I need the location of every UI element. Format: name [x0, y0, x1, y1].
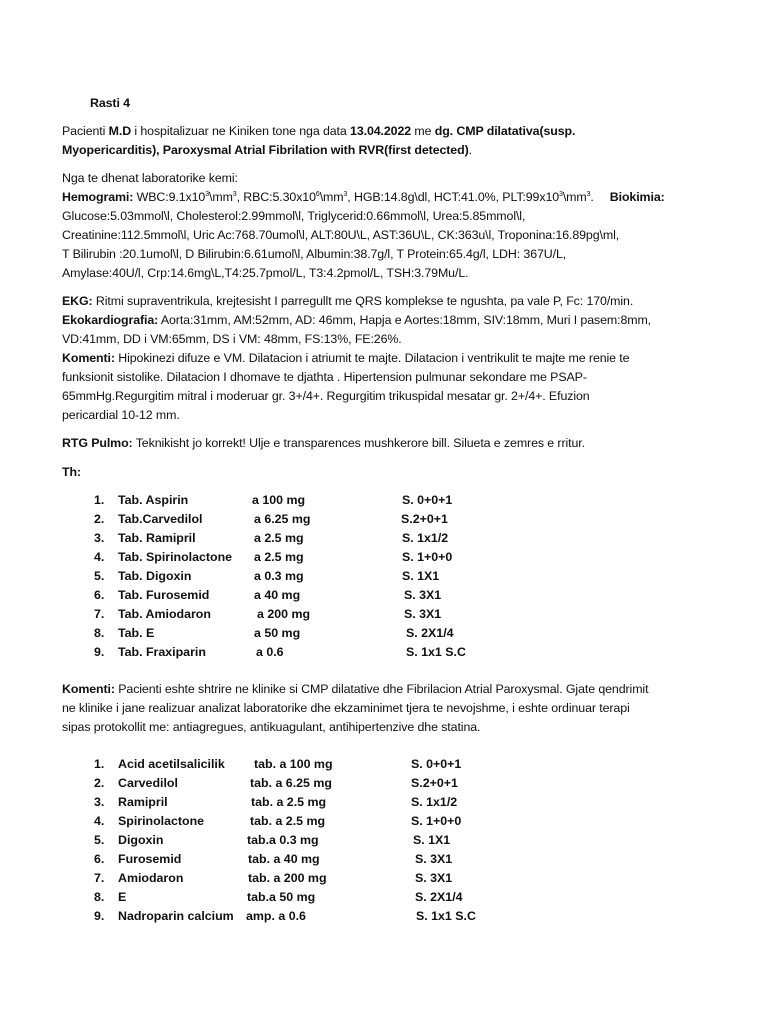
case-title: Rasti 4 [90, 96, 130, 110]
medication-signa: S. 3X1 [415, 852, 453, 866]
medication-number: 2. [94, 512, 105, 526]
superscript: 6 [315, 190, 320, 198]
hemogram-value: \mm [209, 190, 233, 204]
medication-name: Tab. Spirinolactone [118, 550, 233, 564]
medication-dose: a 6.25 mg [254, 512, 311, 526]
medication-signa: S. 2X1/4 [406, 626, 454, 640]
medication-dose: tab. a 40 mg [248, 852, 320, 866]
ekg-label: EKG: [62, 294, 93, 308]
comment-line-4: pericardial 10-12 mm. [62, 408, 180, 422]
medication-name: Acid acetilsalicilik [118, 757, 225, 771]
medication-number: 8. [94, 626, 105, 640]
medication-dose: a 100 mg [252, 493, 306, 507]
therapy-label: Th: [62, 465, 81, 479]
superscript: 3 [205, 190, 209, 198]
medication-name: Tab. Ramipril [118, 531, 196, 545]
summary-comment-line-2: ne klinike i jane realizuar analizat laboratorike dhe ekzaminimet tjera te nevojshme, i eshte ordinuar terapi [62, 701, 630, 715]
medication-number: 1. [94, 493, 105, 507]
superscript: 3 [232, 190, 237, 198]
ekg-text: Ritmi supraventrikula, krejtesisht I parregullt me QRS komplekse te ngushta, pa vale P, Fc: 170/min. [92, 294, 634, 308]
medication-number: 4. [94, 550, 105, 564]
medication-number: 5. [94, 833, 105, 847]
medication-name: E [118, 890, 127, 904]
medication-number: 3. [94, 795, 105, 809]
superscript: 3 [559, 190, 563, 198]
medication-signa: S. 0+0+1 [402, 493, 453, 507]
medication-number: 1. [94, 757, 105, 771]
medication-name: Amiodaron [118, 871, 184, 885]
medication-name: Digoxin [118, 833, 164, 847]
echo-line-2: VD:41mm, DD i VM:65mm, DS i VM: 48mm, FS:13%, FE:26%. [62, 332, 402, 346]
hemogram-value: \mm [319, 190, 344, 204]
medication-name: Tab. Amiodaron [118, 607, 211, 621]
medication-dose: a 50 mg [254, 626, 301, 640]
medication-signa: S. 1+0+0 [402, 550, 453, 564]
medication-name: Tab. Fraxiparin [118, 645, 206, 659]
medication-dose: tab. a 6.25 mg [250, 776, 332, 790]
comment-label: Komenti: [62, 351, 115, 365]
medication-name: Spirinolactone [118, 814, 205, 828]
diagnosis: dg. CMP dilatativa(susp. [434, 124, 576, 138]
medication-number: 9. [94, 909, 105, 923]
hemogram-line [62, 188, 665, 206]
medication-signa: S. 1x1 S.C [406, 645, 466, 659]
biochemistry-label: Biokimia: [609, 190, 665, 204]
medication-signa: S. 3X1 [404, 588, 442, 602]
medication-number: 4. [94, 814, 105, 828]
medication-number: 6. [94, 852, 105, 866]
intro-text: . [468, 143, 472, 157]
medication-dose: tab. a 100 mg [254, 757, 333, 771]
medication-name: Tab. Aspirin [118, 493, 189, 507]
medication-name: Tab.Carvedilol [118, 512, 203, 526]
medication-dose: tab. a 2.5 mg [251, 795, 327, 809]
medication-signa: S.2+0+1 [401, 512, 448, 526]
comment-line-3: 65mmHg.Regurgitim mitral i moderuar gr. 3+/4+. Regurgitim trikuspidal mesatar gr. 2+/4+. Efuzion [62, 389, 590, 403]
medication-dose: tab. a 2.5 mg [250, 814, 326, 828]
medication-signa: S. 1X1 [413, 833, 451, 847]
intro-line-2 [62, 141, 472, 159]
medication-number: 2. [94, 776, 105, 790]
medication-name: Tab. Furosemid [118, 588, 210, 602]
hemogram-value: , RBC:5.30x10 [236, 190, 316, 204]
superscript: 3 [586, 190, 591, 198]
biochemistry-line-4: Amylase:40U/l, Crp:14.6mg\L,T4:25.7pmol/L, T3:4.2pmol/L, TSH:3.79Mu/L. [62, 266, 469, 280]
rtg-line [62, 434, 585, 452]
summary-comment-line-3: sipas protokollit me: antiagregues, antikuagulant, antihipertenzive dhe statina. [62, 720, 481, 734]
ekg-line [62, 292, 633, 310]
medication-dose: a 0.3 mg [254, 569, 304, 583]
echo-line-1 [62, 311, 651, 329]
echo-text: Aorta:31mm, AM:52mm, AD: 46mm, Hapja e Aortes:18mm, SIV:18mm, Muri I pasem:8mm, [158, 313, 652, 327]
echo-label: Ekokardiografia: [62, 313, 159, 327]
medication-name: Tab. E [118, 626, 155, 640]
rtg-label: RTG Pulmo: [62, 436, 133, 450]
medication-signa: S. 1x1/2 [402, 531, 449, 545]
medication-signa: S. 0+0+1 [411, 757, 462, 771]
medication-name: Nadroparin calcium [118, 909, 234, 923]
rtg-text: Teknikisht jo korrekt! Ulje e transparences mushkerore bill. Silueta e zemres e rritur. [132, 436, 585, 450]
medication-dose: amp. a 0.6 [246, 909, 306, 923]
medication-number: 7. [94, 871, 105, 885]
superscript: 3 [343, 190, 348, 198]
medication-signa: S. 2X1/4 [415, 890, 463, 904]
comment-line-1 [62, 349, 629, 367]
admission-date: 13.04.2022 [350, 124, 412, 138]
hemogram-value: WBC:9.1x10 [133, 190, 206, 204]
hemogram-value: . [590, 190, 594, 204]
medication-name: Furosemid [118, 852, 182, 866]
medication-name: Carvedilol [118, 776, 178, 790]
medication-signa: S. 1x1 S.C [416, 909, 476, 923]
patient-initials: M.D [108, 124, 132, 138]
intro-line-1 [62, 122, 575, 140]
medication-number: 6. [94, 588, 105, 602]
summary-comment-label: Komenti: [62, 682, 115, 696]
medication-name: Tab. Digoxin [118, 569, 192, 583]
intro-text: Pacienti [62, 124, 109, 138]
medication-dose: tab.a 0.3 mg [247, 833, 319, 847]
medication-signa: S. 1x1/2 [411, 795, 458, 809]
medication-signa: S. 1+0+0 [411, 814, 462, 828]
medication-number: 8. [94, 890, 105, 904]
medication-number: 3. [94, 531, 105, 545]
intro-text: me [411, 124, 435, 138]
hemogram-value: , HGB:14.8g\dl, HCT:41.0%, PLT:99x10 [347, 190, 560, 204]
medication-signa: S. 1X1 [402, 569, 440, 583]
lab-heading: Nga te dhenat laboratorike kemi: [62, 171, 238, 185]
summary-comment-text: Pacienti eshte shtrire ne klinike si CMP dilatative dhe Fibrilacion Atrial Paroxysmal. Gjate qendrimit [114, 682, 649, 696]
comment-line-2: funksionit sistolike. Dilatacion I dhomave te djathta . Hipertension pulmunar sekondare me PSAP- [62, 370, 587, 384]
medication-dose: tab. a 200 mg [248, 871, 327, 885]
medication-dose: a 40 mg [254, 588, 301, 602]
medication-dose: tab.a 50 mg [247, 890, 316, 904]
medication-number: 7. [94, 607, 105, 621]
medication-dose: a 200 mg [257, 607, 311, 621]
medication-number: 9. [94, 645, 105, 659]
hemogram-value: \mm [562, 190, 587, 204]
diagnosis-continued: Myopericarditis), Paroxysmal Atrial Fibrilation with RVR(first detected) [62, 143, 469, 157]
medication-signa: S. 3X1 [415, 871, 453, 885]
hemogram-label: Hemogrami: [62, 190, 134, 204]
medication-dose: a 0.6 [256, 645, 284, 659]
biochemistry-line-1: Glucose:5.03mmol\l, Cholesterol:2.99mmol\l, Triglycerid:0.66mmol\l, Urea:5.85mmol\l, [62, 209, 526, 223]
medication-dose: a 2.5 mg [254, 550, 304, 564]
comment-text: Hipokinezi difuze e VM. Dilatacion i atriumit te majte. Dilatacion i ventrikulit te majte me renie te [114, 351, 630, 365]
summary-comment-line-1 [62, 680, 648, 698]
biochemistry-line-2: Creatinine:112.5mmol\l, Uric Ac:768.70umol\l, ALT:80U\L, AST:36U\L, CK:363u\l, Troponina:16.89pg\ml, [62, 228, 620, 242]
medication-name: Ramipril [118, 795, 168, 809]
medication-signa: S.2+0+1 [411, 776, 458, 790]
biochemistry-line-3: T Bilirubin :20.1umol\l, D Bilirubin:6.61umol\l, Albumin:38.7g/l, T Protein:65.4g/l, LDH: 367U/L, [62, 247, 567, 261]
intro-text: i hospitalizuar ne Kiniken tone nga data [131, 124, 351, 138]
medication-dose: a 2.5 mg [254, 531, 304, 545]
medication-signa: S. 3X1 [404, 607, 442, 621]
medication-number: 5. [94, 569, 105, 583]
